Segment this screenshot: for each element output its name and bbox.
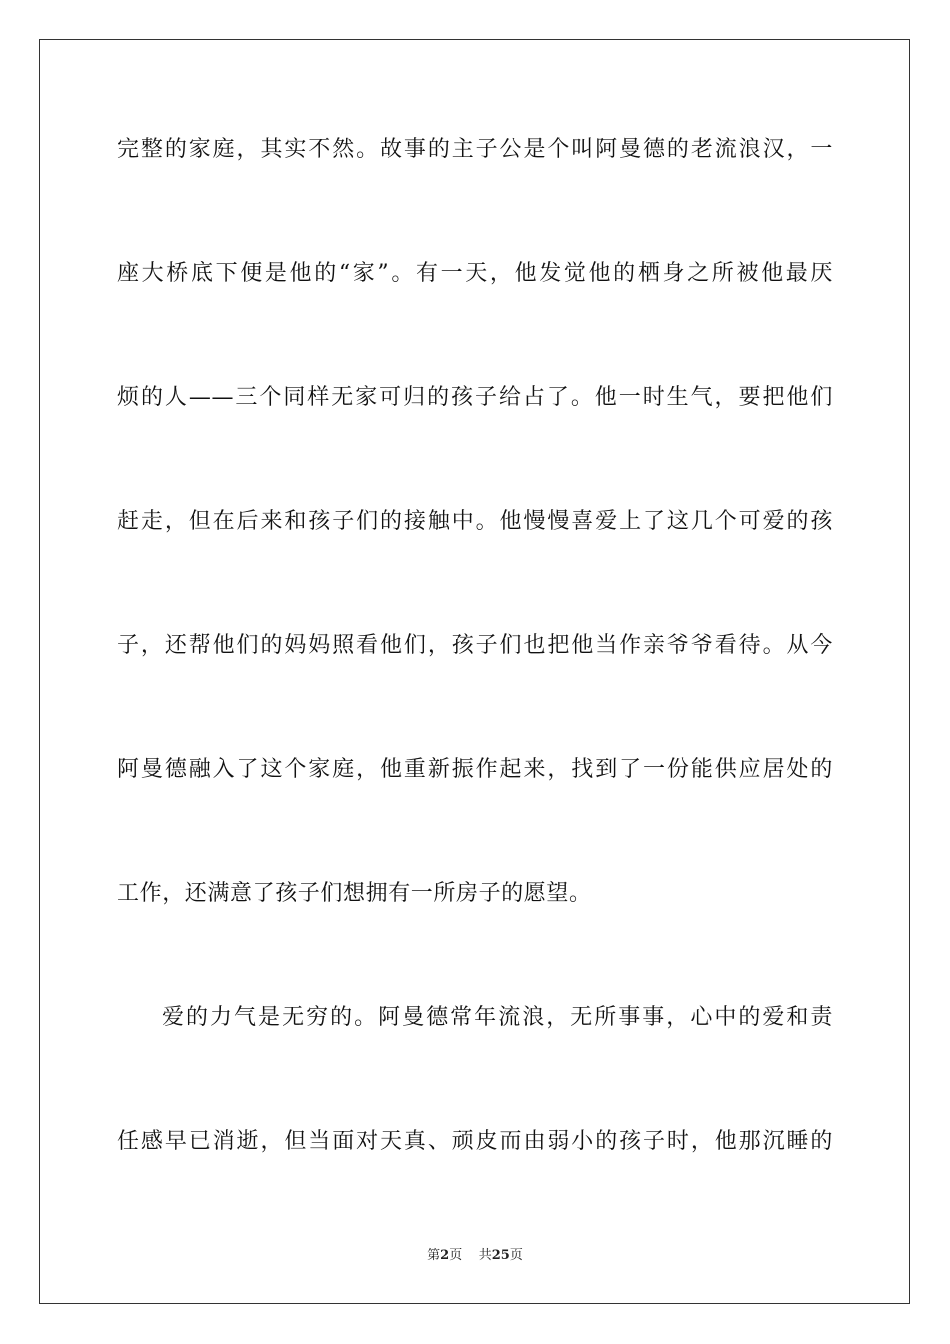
body-text-line: 座大桥底下便是他的“家”。有一天，他发觉他的栖身之所被他最厌 [117, 261, 833, 286]
page-prefix: 第 [427, 1248, 441, 1263]
body-text-line: 工作，还满意了孩子们想拥有一所房子的愿望。 [117, 881, 592, 906]
body-text-line: 子，还帮他们的妈妈照看他们，孩子们也把他当作亲爷爷看待。从今 [117, 633, 833, 658]
body-text-line: 完整的家庭，其实不然。故事的主子公是个叫阿曼德的老流浪汉，一 [117, 137, 833, 162]
page-number: 2 [440, 1248, 450, 1263]
paragraph-first-line: 爱的力气是无穷的。阿曼德常年流浪，无所事事，心中的爱和责 [162, 1005, 833, 1030]
total-pages: 25 [491, 1248, 510, 1263]
body-text-line: 阿曼德融入了这个家庭，他重新振作起来，找到了一份能供应居处的 [117, 757, 833, 782]
total-suffix: 页 [509, 1248, 523, 1263]
total-prefix: 共 [478, 1248, 492, 1263]
body-text-line: 赶走，但在后来和孩子们的接触中。他慢慢喜爱上了这几个可爱的孩 [117, 509, 833, 534]
page-suffix: 页 [449, 1248, 463, 1263]
page-footer [0, 1247, 950, 1265]
body-text-line: 任感早已消逝，但当面对天真、顽皮而由弱小的孩子时，他那沉睡的 [117, 1129, 833, 1154]
body-text-line: 烦的人——三个同样无家可归的孩子给占了。他一时生气，要把他们 [117, 385, 833, 410]
page-border [39, 39, 910, 1304]
